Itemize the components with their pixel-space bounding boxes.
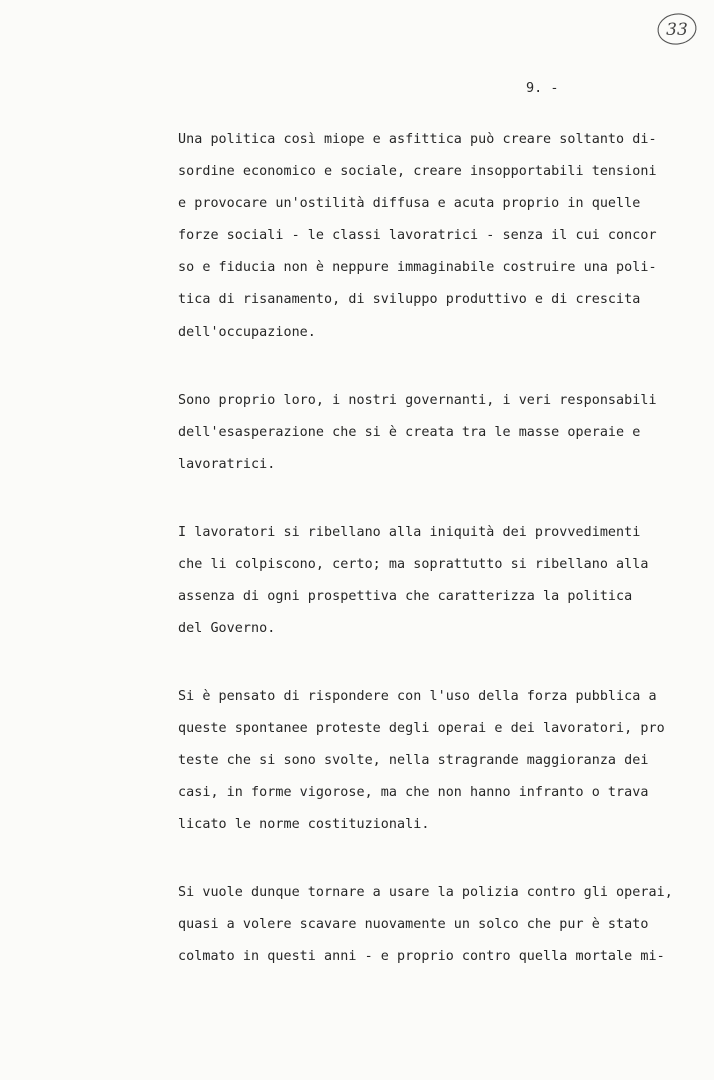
text-line: sordine economico e sociale, creare insopportabili tensioni <box>178 164 657 179</box>
text-line: dell'occupazione. <box>178 325 316 340</box>
text-line: e provocare un'ostilità diffusa e acuta proprio in quelle <box>178 196 641 211</box>
page-stamp <box>655 10 699 48</box>
text-line: so e fiducia non è neppure immaginabile costruire una poli- <box>178 260 657 275</box>
text-line: I lavoratori si ribellano alla iniquità dei provvedimenti <box>178 525 641 540</box>
text-line: queste spontanee proteste degli operai e dei lavoratori, pro <box>178 721 665 736</box>
text-line: teste che si sono svolte, nella stragrande maggioranza dei <box>178 753 649 768</box>
text-line: tica di risanamento, di sviluppo produttivo e di crescita <box>178 292 641 307</box>
text-line: che li colpiscono, certo; ma soprattutto si ribellano alla <box>178 557 649 572</box>
text-line: quasi a volere scavare nuovamente un solco che pur è stato <box>178 917 649 932</box>
text-line: forze sociali - le classi lavoratrici - senza il cui concor <box>178 228 657 243</box>
stamp-number: 33 <box>666 20 688 40</box>
text-line: assenza di ogni prospettiva che caratterizza la politica <box>178 589 633 604</box>
page-number: 9. - <box>526 80 559 96</box>
text-line: del Governo. <box>178 621 276 636</box>
text-line: Si vuole dunque tornare a usare la polizia contro gli operai, <box>178 885 673 900</box>
text-line: Una politica così miope e asfittica può creare soltanto di- <box>178 132 657 147</box>
text-line: lavoratrici. <box>178 457 276 472</box>
text-line: dell'esasperazione che si è creata tra le masse operaie e <box>178 425 641 440</box>
text-line: Si è pensato di rispondere con l'uso della forza pubblica a <box>178 689 657 704</box>
text-line: casi, in forme vigorose, ma che non hanno infranto o trava <box>178 785 649 800</box>
text-line: colmato in questi anni - e proprio contro quella mortale mi- <box>178 949 665 964</box>
text-line: licato le norme costituzionali. <box>178 817 430 832</box>
text-line: Sono proprio loro, i nostri governanti, i veri responsabili <box>178 393 657 408</box>
